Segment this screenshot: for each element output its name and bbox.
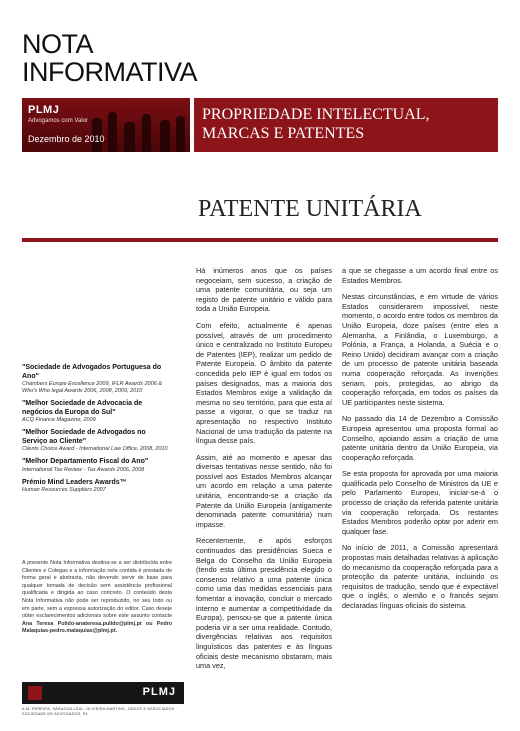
paragraph: Recentemente, e após esforços continuados das presidências Sueca e Belga do Conselho da União Europeia (tendo esta última presidência elegido o consenso relativo a uma patente única como uma das medidas essenciais para fomentar a inovação, concluir o mercado interno e aumentar a competitividade da Europa), pensou-se que a patente única poderia vir a ser uma realidade. Contudo, divergências relativas aos requisitos linguísticos das patentes e às línguas oficiais deste mecanismo obstaram, mais uma vez, xyxy=(196,536,332,671)
footer-logo xyxy=(22,682,184,704)
footer-legal-name: A.M. PEREIRA, SÁRAGGA LEAL, OLIVEIRA MARTINS, JÚDICE E ASSOCIADOS · SOCIEDADE DE ADVOGADOS, RL xyxy=(22,707,178,716)
disclaimer-text: A presente Nota Informativa destina-se a ser distribuída entre Clientes e Colegas e a informação nela contida é prestada de forma geral e abstracta, não devendo servir de base para qualquer tomada de decisão sem assistência profissional qualificada e dirigida ao caso concreto. O conteúdo desta Nota Informativa não pode ser reproduzido, no seu todo ou em parte, sem a expressa autorização do editor. Caso deseje obter esclarecimentos adicionais sobre este assunto contacte xyxy=(22,560,172,620)
award-source: Clients Choice Award - International Law Office, 2008, 2010 xyxy=(22,446,168,452)
award-title: Prémio Mind Leaders Awards™ xyxy=(22,478,127,486)
article-column-1 xyxy=(196,266,332,678)
brand-tagline: Advogamos com Valor xyxy=(28,118,88,124)
award-title: "Melhor Sociedade de Advogados no Serviço ao Cliente" xyxy=(22,429,146,445)
silhouette-figure xyxy=(142,114,151,152)
title-line-1: NOTA xyxy=(22,29,93,59)
award-source: Human Resources Suppliers 2007 xyxy=(22,487,106,493)
award-title: "Melhor Sociedade de Advocacia de negócios da Europa do Sul" xyxy=(22,400,143,416)
title-line-2: INFORMATIVA xyxy=(22,57,197,87)
award-source: ACQ Finance Magazine, 2009 xyxy=(22,417,96,423)
subject-line-1: PROPRIEDADE INTELECTUAL, xyxy=(202,106,430,123)
paragraph: Com efeito, actualmente é apenas possível, através de um procedimento único e centralizado no Instituto Europeu de Patentes (IEP), realizar um pedido de Patente Europeia. O âmbito da patente concedida pelo IEP é igual em todos os países designados, mas a maioria dos Estados Membros exige a validação da mesma no seu território, para que esta aí passe a vigorar, o que se traduz na apresentação no respectivo Instituto Nacional de uma tradução da patente na língua desse país. xyxy=(196,320,332,446)
subject-line-2: MARCAS E PATENTES xyxy=(202,125,365,142)
award-title: "Melhor Departamento Fiscal do Ano" xyxy=(22,458,149,465)
silhouette-figure xyxy=(108,112,117,152)
issue-date: Dezembro de 2010 xyxy=(28,134,105,144)
brand-logo: PLMJ xyxy=(28,104,60,116)
paragraph: Nestas circunstâncias, e em virtude de vários Estados considerarem impossível, neste momento, o acordo entre todos os membros da União Europeia, doze países (entre eles a Alemanha, a Finlândia, o Luxemburgo, a Polónia, a França, a Holanda, a Suécia e o Reino Unido) decidiram avançar com a criação de um processo de patente unitária baseada numa cooperação reforçada. As invenções seriam, pois, protegidas, ao abrigo da cooperação reforçada, em todos os países da UE participantes neste sistema. xyxy=(342,292,498,407)
awards-list xyxy=(22,364,172,499)
award-item xyxy=(22,479,172,495)
contact-info: Ana Teresa Pulido-anateresa.pulido@plmj.pt ou Pedro Malaquias-pedro.malaquias@plmj.pt. xyxy=(22,620,172,635)
paragraph: Assim, até ao momento e apesar das diversas tentativas nesse sentido, não foi possível aos Estados Membros alcançar um acordo em relação a uma patente unitária, encontrando-se a criação da Patente da União Europeia (antigamente denominada patente comunitária) num impasse. xyxy=(196,452,332,529)
silhouette-figure xyxy=(176,116,185,152)
logo-mark-icon xyxy=(28,686,42,700)
award-item xyxy=(22,429,172,453)
disclaimer xyxy=(22,560,172,636)
silhouette-figure xyxy=(124,122,135,152)
paragraph: No início de 2011, a Comissão apresentará propostas mais detalhadas relativas à aplicação do mecanismo da cooperação reforçada para a protecção da patente unitária, incluindo os requisitos de tradução, sendo que é expectável que o inglês, o alemão e o francês sejam declaradas línguas oficiais do sistema. xyxy=(342,543,498,610)
award-item xyxy=(22,364,172,395)
header-banner xyxy=(22,98,498,152)
divider-rule xyxy=(22,238,498,242)
award-source: International Tax Review - Tax Awards 2006, 2008 xyxy=(22,466,145,473)
award-title: "Sociedade de Advogados Portuguesa do Ano" xyxy=(22,364,162,380)
paragraph: Se esta proposta for aprovada por uma maioria qualificada pelo Conselho de Ministros da UE e pelo Parlamento Europeu, iniciar-se-á o processo de criação da referida patente unitária via cooperação reforçada. Os restantes Estados Membros poderão optar por aderir em qualquer fase. xyxy=(342,469,498,536)
award-source: Chambers Europe Excellence 2009, IFLR Awards 2006 & Who's Who legal Awards 2006, 2008, 2009, 2010 xyxy=(22,381,163,394)
article-headline: PATENTE UNITÁRIA xyxy=(198,196,422,222)
brand-panel xyxy=(22,98,190,152)
silhouette-figure xyxy=(160,120,170,152)
subject-panel xyxy=(194,98,498,152)
article-column-2 xyxy=(342,266,498,618)
paragraph: a que se chegasse a um acordo final entre os Estados Membros. xyxy=(342,266,498,285)
document-title xyxy=(22,30,197,86)
award-item xyxy=(22,458,172,474)
footer-logo-text: PLMJ xyxy=(142,686,176,698)
paragraph: No passado dia 14 de Dezembro a Comissão Europeia apresentou uma proposta formal ao Conselho, apoiando assim a criação de uma patente unitária dentro da União Europeia, via cooperação reforçada. xyxy=(342,414,498,462)
paragraph: Há inúmeros anos que os países negoceiam, sem sucesso, a criação de uma patente comunitária, ou seja um registo de patente unitário e válido para toda a União Europeia. xyxy=(196,266,332,314)
subject-heading xyxy=(202,105,430,143)
award-item xyxy=(22,400,172,424)
